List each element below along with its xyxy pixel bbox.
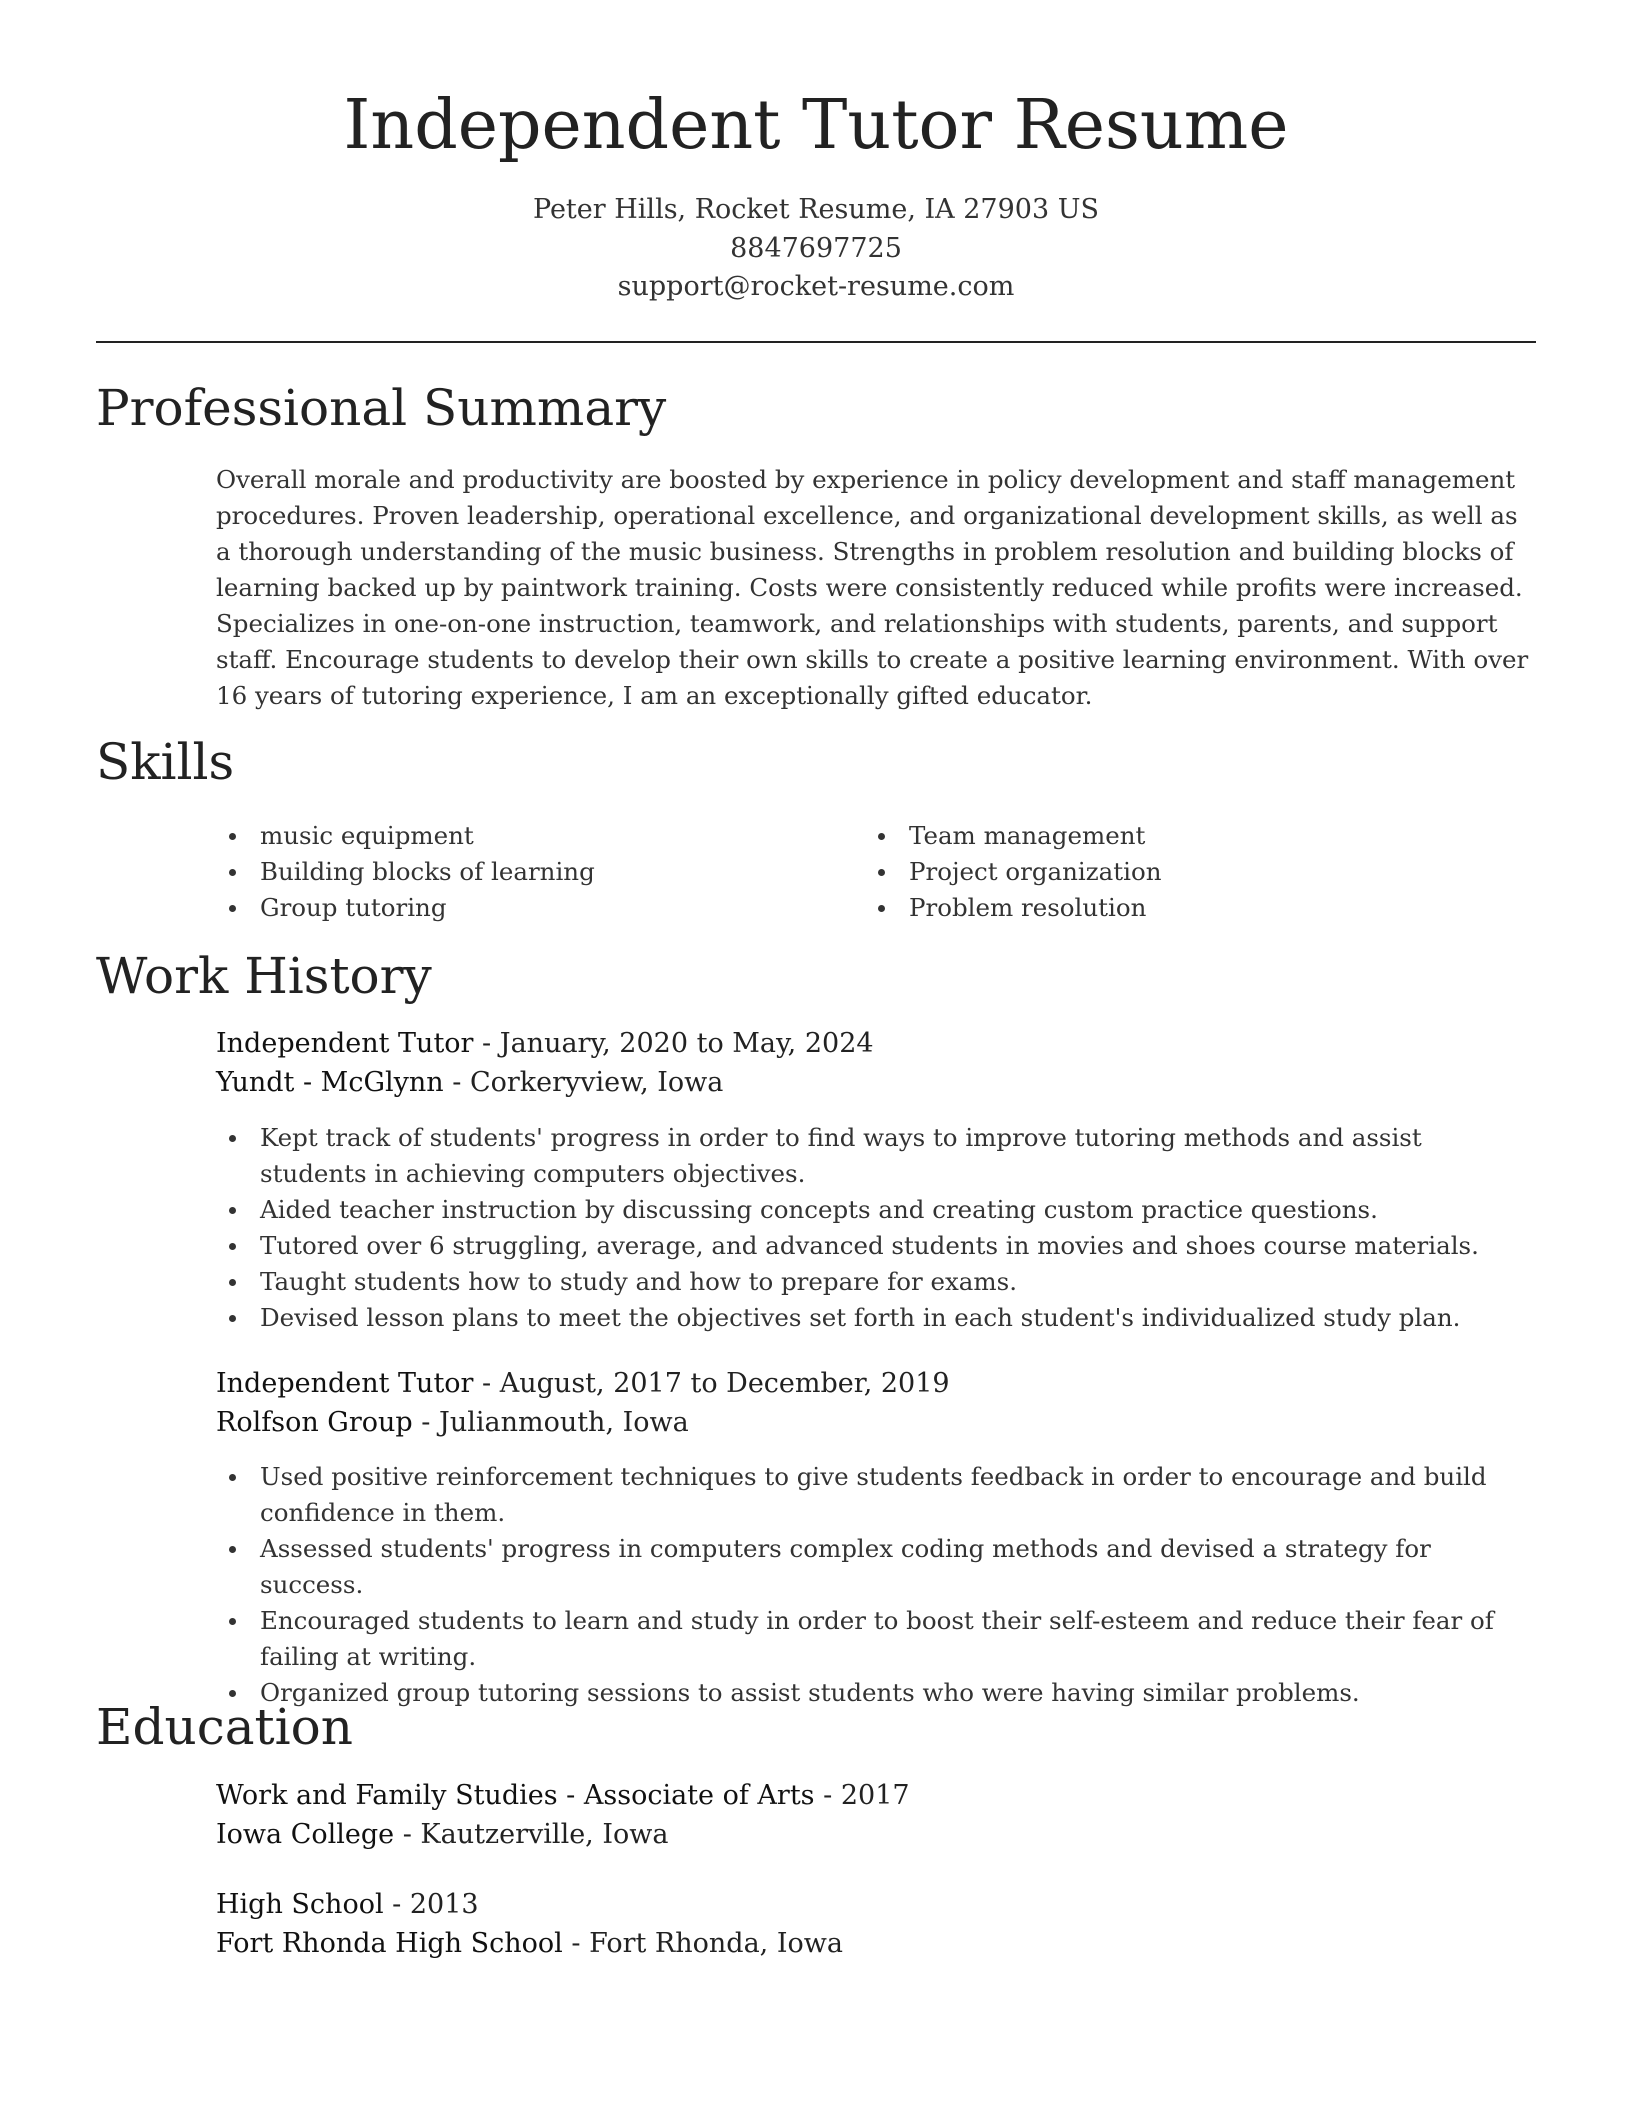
education-degree: High School xyxy=(216,1889,384,1920)
contact-email: support@rocket-resume.com xyxy=(617,271,1015,302)
skill-item: Building blocks of learning xyxy=(216,854,856,890)
job-bullets xyxy=(216,1459,1536,1711)
education-year: - 2017 xyxy=(814,1780,910,1811)
job-company: Rolfson Group xyxy=(216,1407,413,1438)
education-school-line xyxy=(216,1815,668,1855)
job-company-line xyxy=(216,1403,689,1443)
job-bullet: Used positive reinforcement techniques to give students feedback in order to encourage and build confidence in them. xyxy=(216,1459,1536,1531)
skills-list-right xyxy=(865,818,1505,926)
education-year: - 2013 xyxy=(383,1889,479,1920)
education-degree-line xyxy=(216,1885,479,1925)
job-title: Independent Tutor xyxy=(216,1368,474,1399)
skill-item: Project organization xyxy=(865,854,1505,890)
job-bullet: Devised lesson plans to meet the objectives set forth in each student's individualized study plan. xyxy=(216,1300,1536,1336)
education-location: - Fort Rhonda, Iowa xyxy=(562,1928,843,1959)
education-degree: Work and Family Studies - Associate of Arts xyxy=(216,1780,815,1811)
skill-item: Team management xyxy=(865,818,1505,854)
job-bullet: Aided teacher instruction by discussing concepts and creating custom practice questions. xyxy=(216,1192,1536,1228)
summary-text: Overall morale and productivity are boosted by experience in policy development and staff management procedures. Proven leadership, operational excellence, and organizational development skills, as well as a thorough understanding of the music business. Strengths in problem resolution and building blocks of learning backed up by paintwork training. Costs were consistently reduced while profits were increased. Specializes in one-on-one instruction, teamwork, and relationships with students, parents, and support staff. Encourage students to develop their own skills to create a positive learning environment. With over 16 years of tutoring experience, I am an exceptionally gifted educator. xyxy=(216,465,1529,710)
job-bullets xyxy=(216,1120,1536,1336)
summary-heading: Professional Summary xyxy=(96,379,667,437)
job-bullet: Organized group tutoring sessions to assist students who were having similar problems. xyxy=(216,1675,1536,1711)
job-title: Independent Tutor xyxy=(216,1028,474,1059)
job-location: - Corkeryview, Iowa xyxy=(443,1067,724,1098)
work-history-heading: Work History xyxy=(96,947,432,1005)
education-location: - Kautzerville, Iowa xyxy=(394,1819,669,1850)
job-bullet: Kept track of students' progress in order to find ways to improve tutoring methods and assist students in achieving computers objectives. xyxy=(216,1120,1536,1192)
job-company-line xyxy=(216,1063,723,1103)
job-bullet: Encouraged students to learn and study in order to boost their self-esteem and reduce their fear of failing at writing. xyxy=(216,1603,1536,1675)
job-bullet: Assessed students' progress in computers complex coding methods and devised a strategy for success. xyxy=(216,1531,1536,1603)
skills-heading: Skills xyxy=(96,733,235,791)
job-dates: - January, 2020 to May, 2024 xyxy=(473,1028,874,1059)
job-bullet: Taught students how to study and how to prepare for exams. xyxy=(216,1264,1536,1300)
skill-item: Problem resolution xyxy=(865,890,1505,926)
job-dates: - August, 2017 to December, 2019 xyxy=(473,1368,950,1399)
job-title-line xyxy=(216,1024,874,1064)
education-degree-line xyxy=(216,1776,910,1816)
job-title-line xyxy=(216,1364,950,1404)
education-school-line xyxy=(216,1924,843,1964)
skills-list-left xyxy=(216,818,856,926)
contact-phone: 8847697725 xyxy=(730,233,902,264)
contact-address: Peter Hills, Rocket Resume, IA 27903 US xyxy=(533,194,1099,225)
education-school: Iowa College xyxy=(216,1819,395,1850)
skill-item: Group tutoring xyxy=(216,890,856,926)
job-location: - Julianmouth, Iowa xyxy=(412,1407,689,1438)
header-divider xyxy=(96,341,1536,343)
resume-title: Independent Tutor Resume xyxy=(343,86,1289,165)
skill-item: music equipment xyxy=(216,818,856,854)
job-bullet: Tutored over 6 struggling, average, and advanced students in movies and shoes course materials. xyxy=(216,1228,1536,1264)
education-heading: Education xyxy=(96,1698,353,1756)
job-company: Yundt - McGlynn xyxy=(216,1067,444,1098)
education-school: Fort Rhonda High School xyxy=(216,1928,563,1959)
